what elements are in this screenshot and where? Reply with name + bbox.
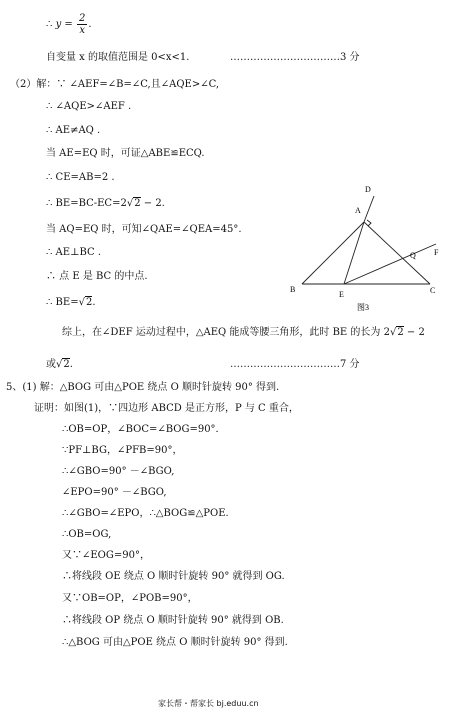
proof-line-7: ∴OB=OG,	[62, 529, 112, 540]
proof-line-1: 证明：如图(1)，∵四边形 ABCD 是正方形，P 与 C 重合，	[34, 403, 299, 414]
be-expression-end: − 2.	[140, 198, 165, 209]
solution-2-line-6: ∴ BE=BC-EC=2√2 − 2.	[46, 198, 165, 209]
leader-dots: ……………………………	[230, 359, 340, 370]
label-c: C	[430, 286, 436, 295]
proof-line-5: ∠EPO=90° －∠BGO,	[62, 487, 167, 498]
label-e: E	[339, 290, 344, 299]
alt-answer-end: .	[69, 359, 73, 370]
proof-line-9: ∴将线段 OE 绕点 O 顺时针旋转 90° 就得到 OG.	[62, 571, 285, 582]
radicand: 2	[85, 297, 93, 308]
proof-line-10: 又∵OB=OP，∠POB=90°，	[62, 593, 198, 604]
formula-lhs: y =	[55, 19, 73, 30]
proof-line-3: ∵PF⊥BG，∠PFB=90°，	[62, 445, 183, 456]
conclusion-text: 综上，在∠DEF 运动过程中，△AEQ 能成等腰三角形，此时 BE 的长为 2	[62, 327, 390, 338]
solution-2-alt-answer: 或√2.	[46, 359, 73, 370]
solution-2-line-9: ∴ 点 E 是 BC 的中点.	[46, 271, 148, 282]
label-d: D	[365, 185, 371, 194]
be-root-end: .	[92, 297, 96, 308]
segment-ba	[302, 222, 364, 284]
solution-2-line-8: ∴ AE⊥BC .	[46, 247, 102, 258]
figure-caption: 图3	[357, 303, 369, 312]
fraction-numerator: 2	[78, 13, 86, 24]
or-word: 或	[46, 359, 56, 370]
proof-line-8: 又∵∠EOG=90°，	[62, 550, 150, 561]
solution-2-line-3: ∴ AE≠AQ .	[46, 125, 101, 136]
conclusion-end: − 2	[403, 327, 425, 338]
solution-2-line-4: 当 AE=EQ 时，可证△ABE≌ECQ.	[46, 148, 205, 159]
fraction-denominator: x	[79, 25, 85, 36]
segment-ac	[364, 222, 430, 284]
solution-2-line-2: ∴ ∠AQE>∠AEF .	[46, 101, 132, 112]
solution-2-line-10: ∴ BE=√2.	[46, 297, 96, 308]
ray-ad	[364, 196, 374, 222]
be-expression-start: ∴ BE=BC-EC=2	[46, 198, 127, 209]
segment-ae	[344, 222, 364, 284]
footer-watermark: 家长帮・帮家长 bj.eduu.cn	[158, 699, 259, 708]
solution-2-line-7: 当 AQ=EQ 时，可知∠QAE=∠QEA=45°.	[46, 224, 242, 235]
label-f: F	[434, 248, 439, 257]
radicand: 2	[63, 359, 70, 370]
proof-line-11: ∴将线段 OP 绕点 O 顺时针旋转 90° 就得到 OB.	[62, 615, 284, 626]
solution-2-line-1: （2）解：∵ ∠AEF=∠B=∠C,且∠AQE>∠C,	[10, 79, 220, 90]
ray-ef	[344, 244, 436, 284]
domain-text: 自变量 x 的取值范围是 0<x<1.	[46, 52, 190, 63]
proof-line-12: ∴△BOG 可由△POE 绕点 O 顺时针旋转 90° 得到.	[62, 637, 288, 648]
label-b: B	[290, 285, 296, 294]
score-7: 7 分	[340, 359, 360, 370]
be-root-start: ∴ BE=	[46, 297, 79, 308]
score-3: 3 分	[340, 52, 360, 63]
proof-line-2: ∴OB=OP，∠BOC=∠BOG=90°．	[62, 424, 226, 435]
therefore-symbol: ∴	[46, 19, 53, 30]
formula-period: .	[88, 19, 92, 30]
problem-5-answer: 5、(1) 解：△BOG 可由△POE 绕点 O 顺时针旋转 90° 得到.	[6, 382, 280, 393]
radicand: 2	[134, 198, 141, 209]
radicand: 2	[397, 327, 404, 338]
label-a: A	[355, 206, 361, 215]
solution-2-conclusion: 综上，在∠DEF 运动过程中，△AEQ 能成等腰三角形，此时 BE 的长为 2√2 − 2	[62, 327, 425, 338]
solution-2-line-5: ∴ CE=AB=2 .	[46, 172, 115, 183]
proof-line-6: ∴∠GBO=∠EPO，∴△BOG≌△POE.	[62, 508, 229, 519]
proof-line-4: ∴∠GBO=90° －∠BGO,	[62, 466, 175, 477]
leader-dots: ……………………………	[230, 52, 340, 63]
label-q: Q	[410, 251, 416, 260]
